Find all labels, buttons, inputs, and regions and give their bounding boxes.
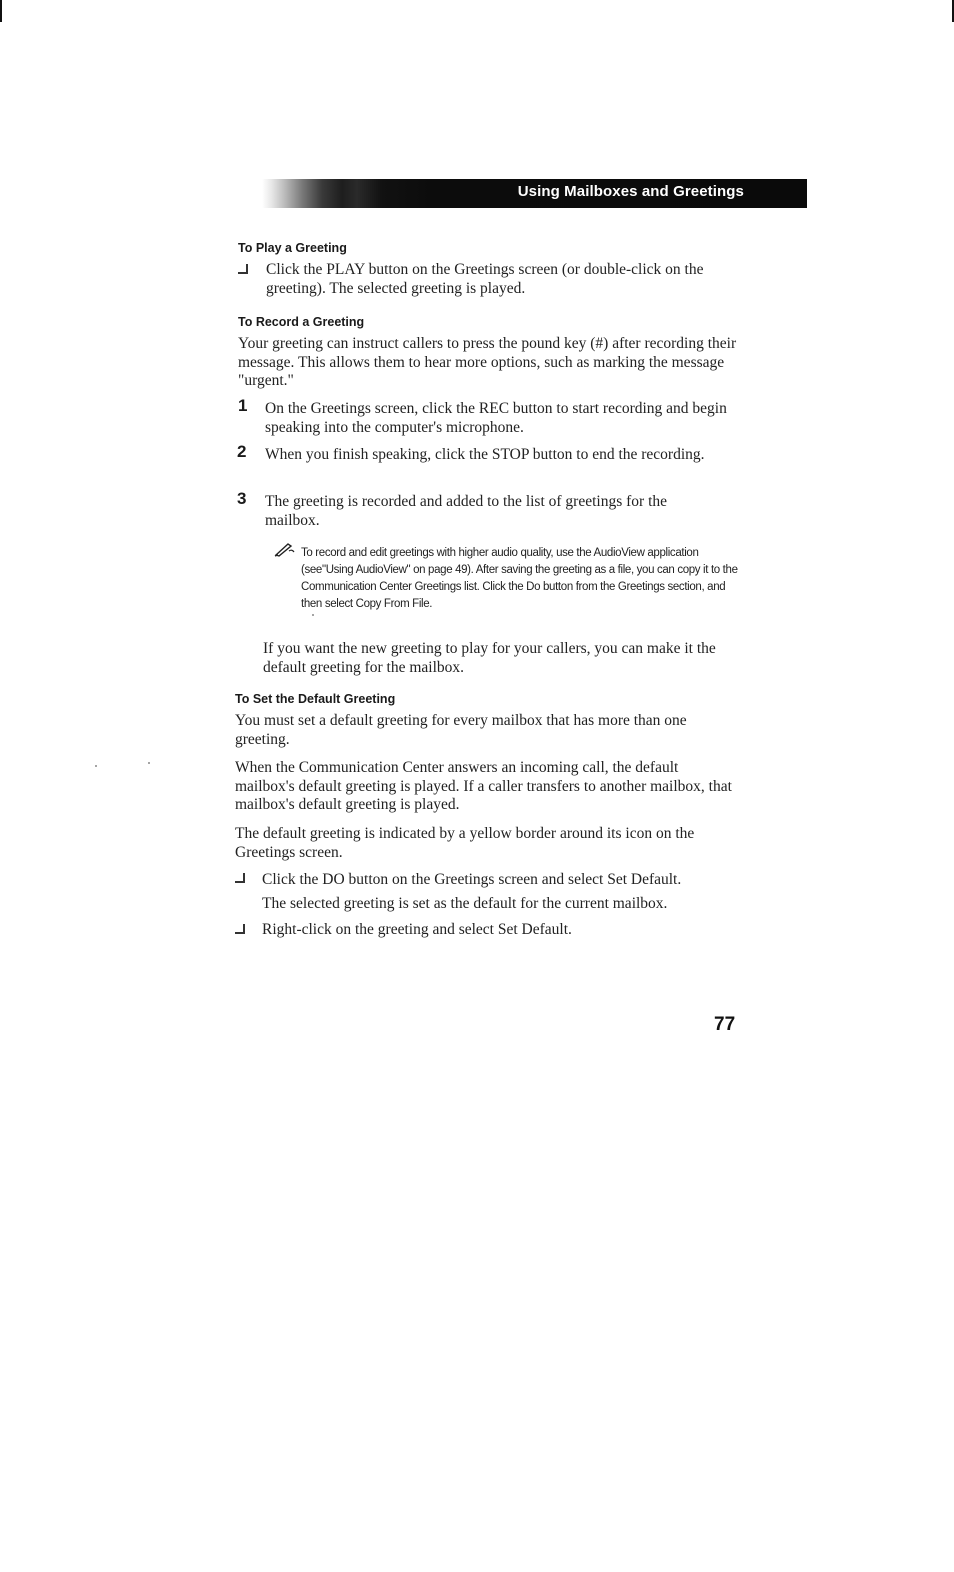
- default-bullet-1-result: The selected greeting is set as the default for the current mailbox.: [262, 895, 668, 912]
- page-number: 77: [714, 1014, 736, 1035]
- chapter-title: Using Mailboxes and Greetings: [517, 183, 744, 200]
- default-hint-paragraph: If you want the new greeting to play for your callers, you can make it the default greeting for the mailbox.: [263, 640, 716, 676]
- note-text: To record and edit greetings with higher audio quality, use the AudioView application (see"Using AudioView" on page 49). After saving the greeting as a file, you can copy it to the Communication Center Greetings list. Click the Do button from the Greetings section, and then select Copy From File.: [301, 547, 738, 610]
- checkbox-bullet-icon: [235, 924, 245, 934]
- play-greeting-heading: To Play a Greeting: [238, 241, 347, 255]
- step-number: 2: [237, 442, 247, 461]
- step-text: On the Greetings screen, click the REC button to start recording and begin speaking into the computer's microphone.: [265, 400, 727, 436]
- checkbox-bullet-icon: [238, 264, 248, 274]
- record-greeting-intro: Your greeting can instruct callers to press the pound key (#) after recording their message. This allows them to hear more options, such as marking the message "urgent.": [238, 335, 737, 389]
- scan-edge-left: [0, 0, 2, 22]
- default-bullet-2: Right-click on the greeting and select Set Default.: [262, 921, 572, 938]
- default-paragraph-3: The default greeting is indicated by a yellow border around its icon on the Greetings screen.: [235, 825, 695, 861]
- scan-speck: [95, 765, 97, 767]
- chapter-header-bar: [262, 179, 807, 208]
- step-text: The greeting is recorded and added to the list of greetings for the mailbox.: [265, 493, 668, 529]
- note-pencil-icon: [274, 541, 296, 557]
- step-text: When you finish speaking, click the STOP button to end the recording.: [265, 446, 705, 463]
- scan-speck: [148, 762, 150, 764]
- default-paragraph-1: You must set a default greeting for every mailbox that has more than one greeting.: [235, 712, 687, 748]
- default-bullet-1: Click the DO button on the Greetings screen and select Set Default.: [262, 871, 682, 888]
- step-number: 3: [237, 489, 247, 508]
- default-paragraph-2: When the Communication Center answers an incoming call, the default mailbox's default greeting is played. If a caller transfers to another mailbox, that mailbox's default greeting is played.: [235, 759, 732, 813]
- play-greeting-bullet: Click the PLAY button on the Greetings screen (or double-click on the greeting). The selected greeting is played.: [266, 261, 704, 297]
- record-greeting-heading: To Record a Greeting: [238, 315, 365, 329]
- scan-speck: [312, 614, 314, 616]
- step-number: 1: [238, 396, 248, 415]
- default-greeting-heading: To Set the Default Greeting: [235, 692, 396, 706]
- checkbox-bullet-icon: [235, 873, 245, 883]
